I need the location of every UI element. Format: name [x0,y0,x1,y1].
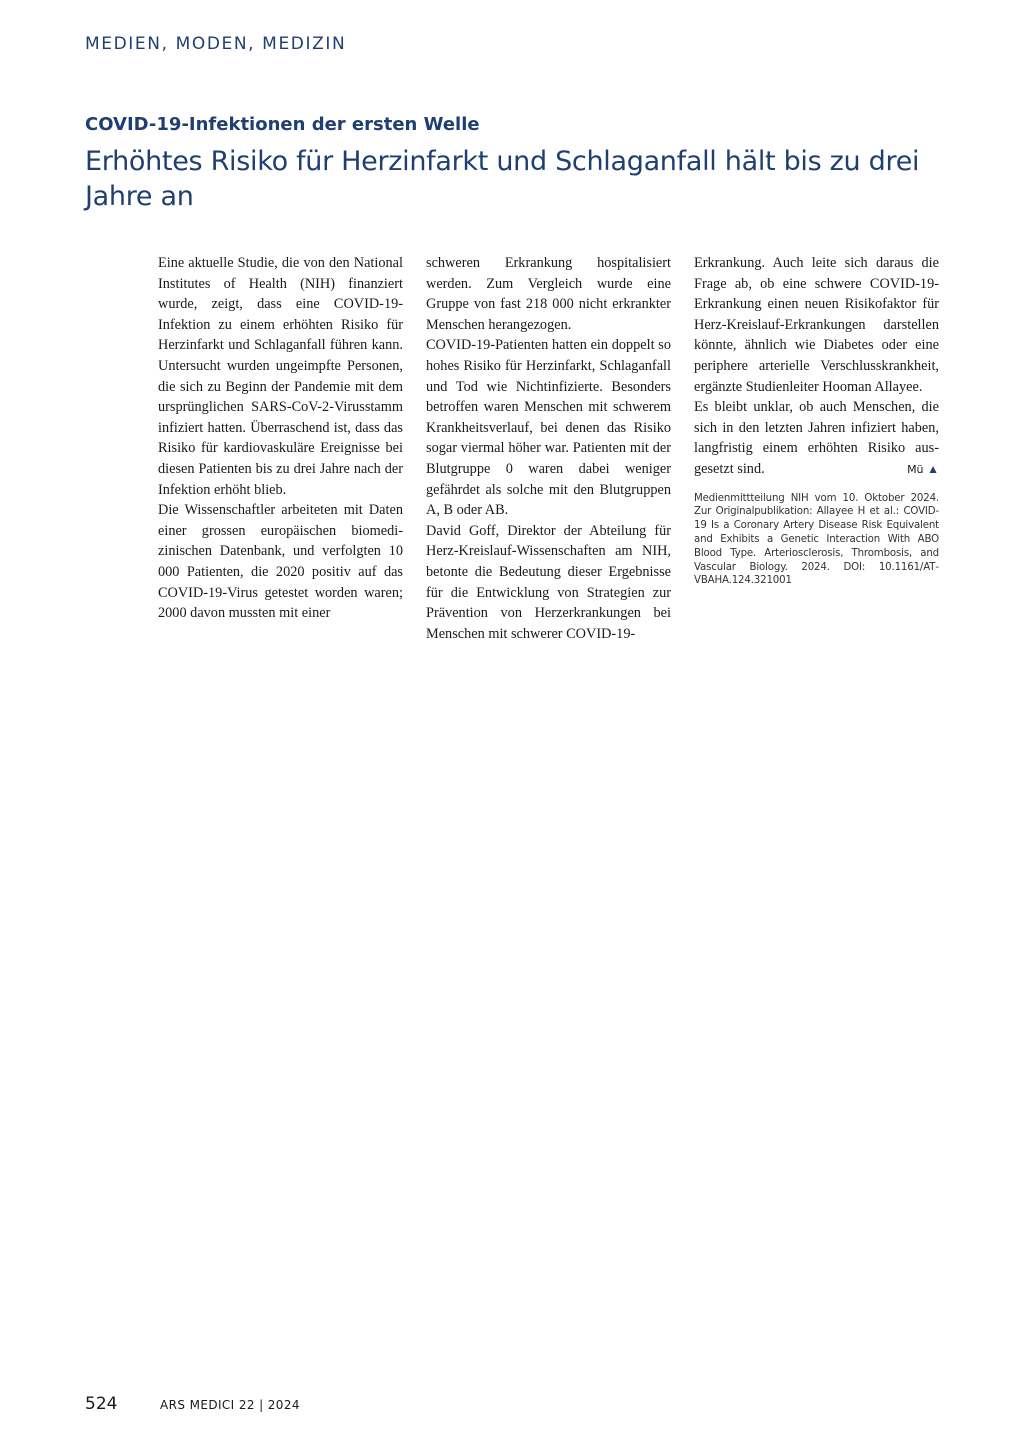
author-signature: Mü ▲ [907,461,939,476]
page-number: 524 [85,1394,118,1414]
article-column-1 [158,253,403,624]
body-paragraph: David Goff, Direktor der Abteilung für Herz-Kreislauf-Wissenschaften am NIH, betonte die Bedeutung dieser Ergebnisse für die Entwicklung von Strategien zur Prävention von Herzerkrankungen bei Menschen mit schwerer COVID-19- [426,522,671,642]
end-triangle-icon: ▲ [927,461,939,476]
body-paragraph: COVID-19-Patienten hatten ein doppelt so hohes Risiko für Herzinfarkt, Schlaganfall und Tod wie Nichtinfizierte. Besonders betroffen waren Menschen mit schwerem Krankheitsverlauf, bei denen das Risiko sogar viermal höher war. Patienten mit der Blutgruppe 0 waren dabei weniger gefährdet als solche mit den Blutgruppen A, B oder AB. [426,337,671,519]
article-column-2 [426,253,671,644]
article-kicker: COVID-19-Infektionen der ersten Welle [85,114,480,135]
body-paragraph-continued: Erkrankung. Auch leite sich daraus die Frage ab, ob eine schwere COVID-19-Erkrankung einen neuen Risikofaktor für Herz-Kreislauf-Erkrankungen darstellen könnte, ähnlich wie Diabetes oder eine periphere arterielle Verschlusskrankheit, ergänzte Studienleiter Hooman Allayee. [694,255,939,395]
section-label: MEDIEN, MODEN, MEDIZIN [85,34,347,54]
body-paragraph: Es bleibt unklar, ob auch Menschen, die sich in den letzten Jahren infiziert haben, langfristig einem erhöhten Risiko ausgesetzt sind. Mü ▲ [694,397,939,479]
journal-issue: ARS MEDICI 22 | 2024 [160,1398,300,1412]
article-title: Erhöhtes Risiko für Herzinfarkt und Schlaganfall hält bis zu drei Jahre an [85,146,920,212]
body-paragraph: Die Wissenschaftler arbeiteten mit Daten einer grossen europäischen biomedizinischen Datenbank, und verfolgten 10 000 Patienten, die 2020 positiv auf das COVID-19-Virus getestet worden waren; 2000 davon mussten mit einer [158,502,403,622]
source-note: Medienmittteilung NIH vom 10. Oktober 2024. Zur Originalpublikation: Allayee H et al.: COVID-19 Is a Coronary Artery Disease Risk Equivalent and Exhibits a Genetic Interaction With ABO Blood Type. Arteriosclerosis, Thrombosis, and Vascular Biology. 2024. DOI: 10.1161/ATVBAHA.124.321001 [694,492,939,587]
body-paragraph: Eine aktuelle Studie, die von den National Institutes of Health (NIH) finanziert wurde, zeigt, dass eine COVID-19-Infektion zu einem erhöhten Risiko für Herzinfarkt und Schlaganfall führen kann. Untersucht wurden ungeimpfte Personen, die sich zu Beginn der Pandemie mit dem ursprünglichen SARS-CoV-2-Virusstamm infiziert hatten. Überraschend ist, dass das Risiko für kardiovaskuläre Ereignisse bei diesen Patienten bis zu drei Jahre nach der Infektion erhöht blieb. [158,255,403,498]
body-paragraph-continued: schweren Erkrankung hospitalisiert werden. Zum Vergleich wurde eine Gruppe von fast 218 000 nicht erkrankter Menschen herangezogen. [426,255,671,333]
article-column-3 [694,253,939,588]
